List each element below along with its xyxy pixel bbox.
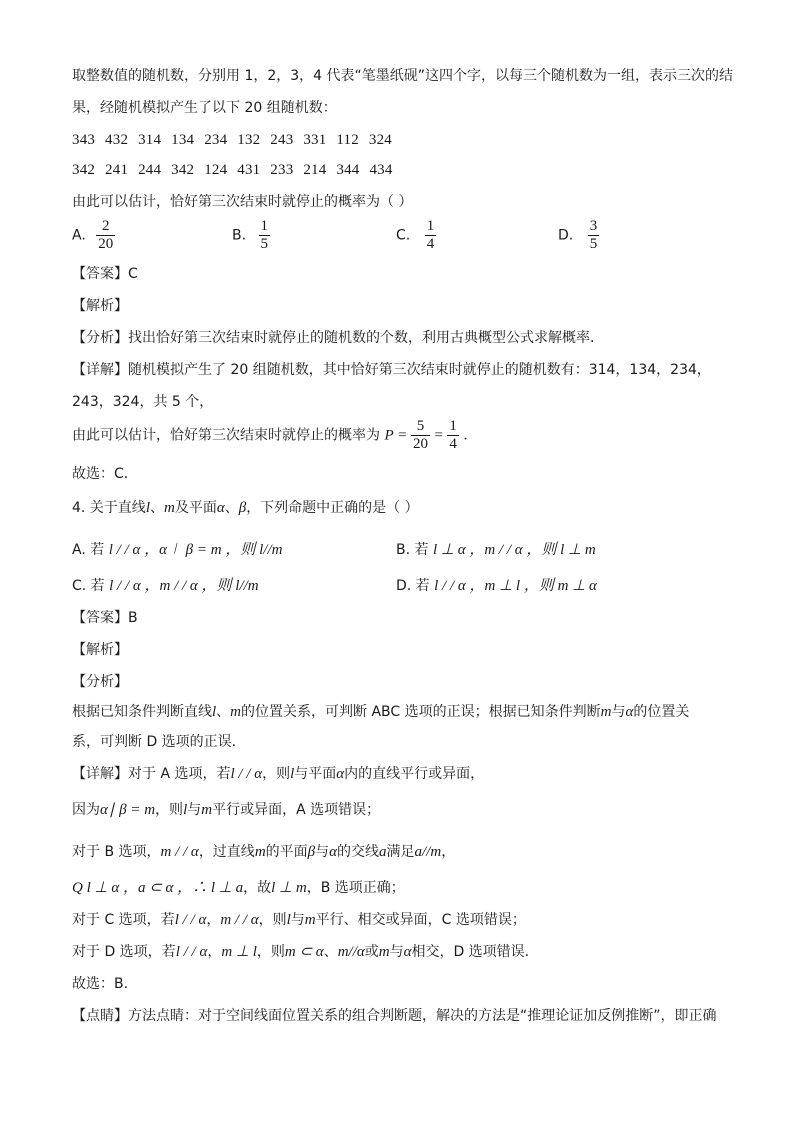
- text: ，故: [243, 880, 272, 896]
- math: m / / α: [160, 844, 199, 860]
- text: ，: [441, 844, 456, 860]
- q4-fenxi-line1: [72, 702, 689, 722]
- q3-option-c: [396, 218, 436, 253]
- separator: 、: [323, 944, 338, 960]
- math: l ⊥ m: [271, 880, 307, 896]
- math-m: m: [254, 844, 266, 860]
- separator: 、: [149, 500, 164, 516]
- q4-detail-line3: [72, 842, 455, 862]
- q3-choose: 故选：C．: [72, 466, 138, 482]
- q3-xiangjie-line1: 【详解】随机模拟产生了 20 组随机数，其中恰好第三次结束时就停止的随机数有：314，134，234，: [72, 362, 711, 378]
- text: 的位置关系，可判断 ABC 选项的正误；根据已知条件判断: [241, 704, 601, 720]
- q3-option-a: [72, 218, 115, 253]
- option-label: B. 若: [396, 542, 429, 558]
- q4-detail-line4: [72, 878, 405, 898]
- text: 与: [389, 944, 404, 960]
- q4-detail-line5: [72, 910, 526, 930]
- option-fraction: [425, 218, 437, 253]
- fraction-numerator: 1: [449, 418, 457, 434]
- q3-random-numbers-row2: 342 241 244 342 124 431 233 214 344 434: [72, 162, 393, 178]
- math-alpha: α: [403, 944, 412, 960]
- math: l / / α: [174, 912, 207, 928]
- q3-answer: 【答案】C: [72, 266, 138, 282]
- q4-title-mid: 及平面: [174, 500, 217, 516]
- q4-analysis-title: 【解析】: [72, 642, 128, 658]
- q4-option-a: [72, 540, 282, 560]
- option-letter: C.: [396, 227, 411, 244]
- q4-answer: 【答案】B: [72, 610, 138, 626]
- math-alpha: α: [329, 844, 338, 860]
- option-letter: A.: [72, 227, 86, 244]
- q3-estimate-line: [72, 418, 477, 453]
- math-a: a: [379, 844, 387, 860]
- option-math: l / / α ，m / / α ，则 l//m: [109, 578, 259, 594]
- math-l: l: [290, 766, 295, 782]
- separator: ，: [207, 944, 222, 960]
- estimate-fraction-1: [411, 418, 430, 453]
- q3-random-numbers-row1: 343 432 314 134 234 132 243 331 112 324: [72, 132, 392, 148]
- text: 的位置关: [633, 704, 690, 720]
- fraction-denominator: 5: [260, 236, 269, 252]
- q4-detail-line2: [72, 800, 380, 820]
- text: ，则: [258, 912, 287, 928]
- math-alpha: α: [625, 704, 634, 720]
- text: 因为: [72, 802, 100, 818]
- option-letter: D.: [558, 227, 574, 244]
- text: ，则: [256, 944, 285, 960]
- fraction-numerator: 1: [426, 218, 435, 234]
- q4-title: [72, 498, 419, 518]
- math-l: l: [212, 704, 217, 720]
- estimate-text: 由此可以估计，恰好第三次结束时就停止的概率为: [72, 427, 380, 444]
- math-m: m: [201, 802, 213, 818]
- text: 对于 C 选项，若: [72, 912, 175, 928]
- option-fraction: [588, 218, 600, 253]
- math: m//α: [337, 944, 365, 960]
- math: a//m: [414, 844, 442, 860]
- q3-fenxi: 【分析】找出恰好第三次结束时就停止的随机数的个数，利用古典概型公式求解概率．: [72, 330, 604, 346]
- fraction-denominator: 20: [98, 236, 114, 252]
- fraction-numerator: 2: [96, 218, 115, 236]
- math-m: m: [163, 500, 175, 516]
- text: 平行或异面，A 选项错误；: [212, 802, 381, 818]
- option-fraction: [96, 218, 115, 253]
- math-beta: β: [307, 844, 316, 860]
- math-beta: β: [238, 500, 247, 516]
- option-label: D. 若: [396, 578, 430, 594]
- text: 内的直线平行或异面，: [344, 766, 485, 782]
- text: 【详解】对于 A 选项，若: [72, 766, 231, 782]
- separator: ，: [206, 912, 221, 928]
- text: 对于 B 选项，: [72, 844, 161, 860]
- option-fraction: [259, 218, 271, 253]
- q4-fenxi-title: 【分析】: [72, 674, 128, 690]
- q4-option-d: [396, 576, 597, 596]
- q4-dianjing: 【点睛】方法点睛：对于空间线面位置关系的组合判断题，解决的方法是“推理论证加反例推断”，即正确: [72, 1008, 717, 1024]
- math-m: m: [378, 944, 390, 960]
- q4-title-prefix: 4. 关于直线: [72, 500, 146, 516]
- text: 与: [315, 844, 330, 860]
- equals-sign: =: [398, 427, 407, 444]
- math: α∣ β = m: [100, 802, 156, 818]
- text: 的平面: [265, 844, 308, 860]
- q3-intro-line2: 果，经随机模拟产生了以下 20 组随机数：: [72, 100, 337, 116]
- math: l / / α: [230, 766, 263, 782]
- math-l: l: [183, 802, 188, 818]
- fraction-denominator: 20: [413, 436, 428, 452]
- math: m ⊥ l: [221, 944, 257, 960]
- separator: 、: [224, 500, 239, 516]
- math: m ⊂ α: [284, 944, 324, 960]
- text: ，B 选项正确；: [306, 880, 405, 896]
- q3-xiangjie-line2: 243，324，共 5 个，: [72, 394, 214, 410]
- option-letter: B.: [232, 227, 247, 244]
- separator: 、: [216, 704, 231, 720]
- fraction-numerator: 3: [589, 218, 598, 234]
- math-m: m: [230, 704, 242, 720]
- q4-fenxi-line2: 系，可判断 D 选项的正误.: [72, 734, 237, 750]
- math-alpha: α: [336, 766, 345, 782]
- fraction-denominator: 4: [426, 236, 435, 252]
- q4-detail-line6: [72, 942, 529, 962]
- text: 的交线: [337, 844, 380, 860]
- text: ，过直线: [198, 844, 255, 860]
- text: 对于 D 选项，若: [72, 944, 176, 960]
- text: 与: [611, 704, 626, 720]
- math-m: m: [304, 912, 316, 928]
- q4-title-suffix: ，下列命题中正确的是（ ）: [246, 500, 419, 516]
- text: 满足: [386, 844, 415, 860]
- equals-sign: =: [434, 427, 443, 444]
- option-math: l / / α ，m ⊥ l ，则 m ⊥ α: [434, 578, 597, 594]
- q4-option-c: [72, 576, 259, 596]
- q3-question: 由此可以估计，恰好第三次结束时就停止的概率为（ ）: [72, 194, 413, 210]
- text: 相交，D 选项错误.: [411, 944, 530, 960]
- math-l: l: [286, 912, 291, 928]
- q3-option-b: [232, 218, 270, 253]
- text: 与: [290, 912, 305, 928]
- q3-intro-line1: 取整数值的随机数，分别用 1，2，3，4 代表“笔墨纸砚”这四个字，以每三个随机数为一组，表示三次的结: [72, 68, 734, 84]
- q4-option-b: [396, 540, 596, 560]
- option-math: l ⊥ α ，m / / α ，则 l ⊥ m: [432, 542, 596, 558]
- q4-choose: 故选：B.: [72, 976, 129, 992]
- fraction-numerator: 5: [411, 418, 430, 436]
- option-label: C. 若: [72, 578, 105, 594]
- text: ，则: [262, 766, 291, 782]
- probability-symbol: P: [384, 427, 394, 444]
- period: ．: [463, 427, 478, 444]
- q4-detail-line1: [72, 764, 484, 784]
- math-m: m: [600, 704, 612, 720]
- math: Q l ⊥ α ，a ⊂ α ，∴ l ⊥ a: [72, 880, 244, 896]
- text: 与: [187, 802, 202, 818]
- text: 根据已知条件判断直线: [72, 704, 212, 720]
- text: ，则: [155, 802, 184, 818]
- text: 平行、相交或异面，C 选项错误；: [315, 912, 526, 928]
- option-label: A. 若: [72, 542, 105, 558]
- text: 与平面: [294, 766, 337, 782]
- q3-analysis-title: 【解析】: [72, 298, 128, 314]
- math-l: l: [145, 500, 150, 516]
- q3-option-d: [558, 218, 599, 253]
- text: 或: [364, 944, 379, 960]
- estimate-fraction-2: [447, 418, 459, 453]
- math: m / / α: [220, 912, 259, 928]
- fraction-numerator: 1: [260, 218, 269, 234]
- math: l / / α: [175, 944, 208, 960]
- fraction-denominator: 4: [449, 436, 457, 452]
- math-alpha: α: [216, 500, 225, 516]
- option-math: l / / α ，α∣ β = m ，则 l//m: [108, 542, 283, 558]
- fraction-denominator: 5: [589, 236, 598, 252]
